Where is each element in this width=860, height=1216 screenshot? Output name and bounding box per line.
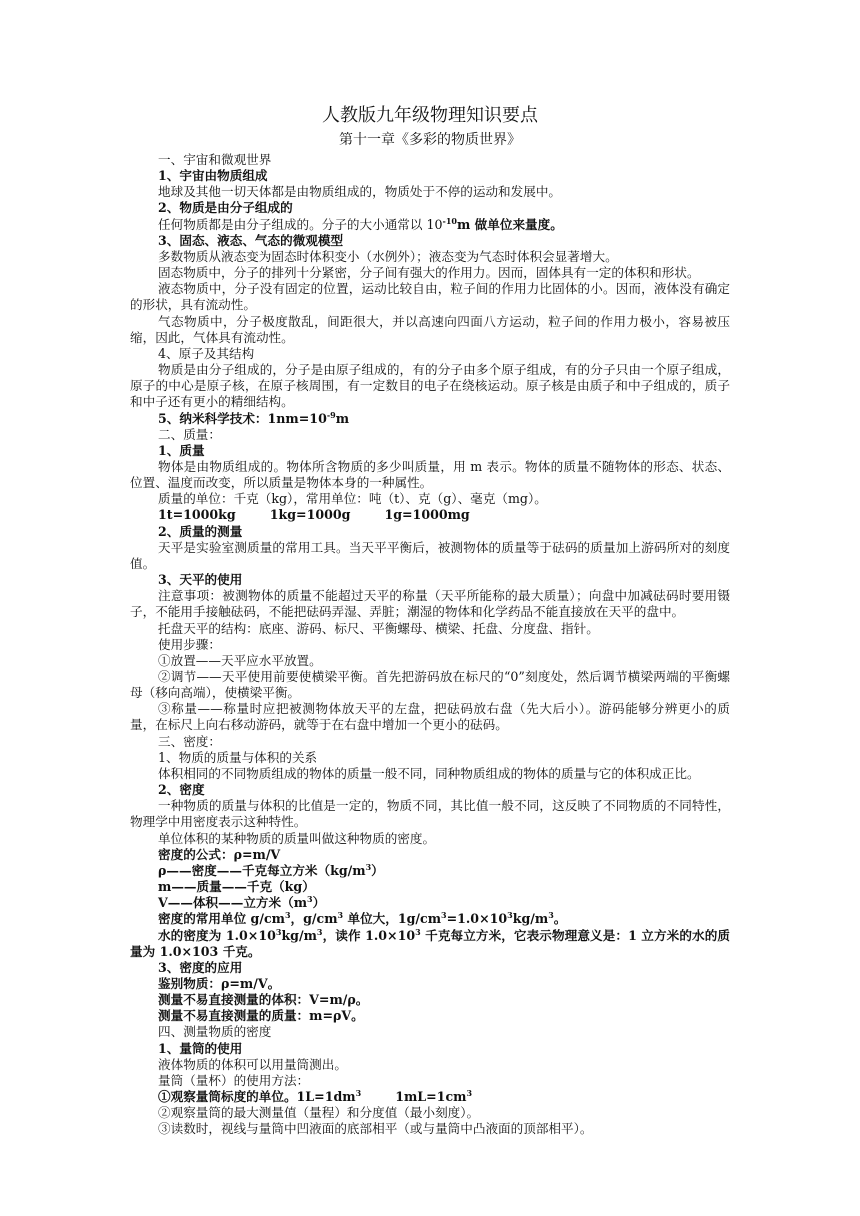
document-title: 人教版九年级物理知识要点: [322, 105, 538, 126]
subsection-heading: 3、固态、液态、气态的微观模型: [158, 232, 344, 248]
paragraph: 水的密度为 $1.0\times 10^3kg/m^3$，读作 $1.0\times 10^3$ 千克每立方米，它表示物理意义是：1 立方米的水的质量为 1.0×103 千克。: [130, 926, 730, 959]
paragraph: 测量不易直接测量的质量：m=ρV。: [158, 1008, 364, 1024]
subsection-heading: 2、密度: [158, 782, 205, 798]
paragraph: 体积相同的不同物质组成的物体的质量一般不同，同种物质组成的物体的质量与它的体积成正比。: [158, 765, 700, 781]
subsection-heading: 2、物质是由分子组成的: [158, 200, 293, 216]
subsection-heading: 4、原子及其结构: [158, 345, 255, 361]
paragraph: 质量的单位：千克（kg），常用单位：吨（t）、克（g）、毫克（mg）。: [158, 491, 547, 507]
paragraph: 托盘天平的结构：底座、游码、标尺、平衡螺母、横梁、托盘、分度盘、指针。: [158, 620, 599, 636]
subsection-heading: 1、宇宙由物质组成: [158, 168, 268, 184]
formula-line: 密度的常用单位 $g/cm^3$，$g/cm^3$ 单位大，$1g/cm^3=1.0\times 10^3kg/m^3$。: [158, 910, 567, 927]
paragraph: ①放置——天平应水平放置。: [158, 652, 322, 668]
chapter-subtitle: 第十一章《多彩的物质世界》: [339, 132, 521, 148]
formula-line: ρ——密度——千克每立方米$(kg/m^3)$: [158, 861, 384, 878]
paragraph: 单位体积的某种物质的质量叫做这种物质的密度。: [158, 830, 436, 846]
paragraph: 任何物质都是由分子组成的。分子的大小通常以 $10^{-10}m$ 做单位来量度。: [158, 215, 563, 232]
paragraph: ②调节——天平使用前要使横梁平衡。首先把游码放在标尺的“0”刻度处，然后调节横梁两端的平衡螺母（移向高端），使横梁平衡。: [130, 669, 730, 701]
subsection-heading: 3、天平的使用: [158, 572, 243, 588]
paragraph: 量筒（量杯）的使用方法：: [158, 1072, 310, 1088]
unit-conversions: 1t=1000kg 1kg=1000g 1g=1000mg: [158, 507, 470, 523]
section-heading: 三、密度：: [158, 733, 221, 749]
paragraph: 使用步骤：: [158, 636, 221, 652]
paragraph: 注意事项：被测物体的质量不能超过天平的称量（天平所能称的最大质量）；向盘中加减砝码时要用镊子，不能用手接触砝码，不能把砝码弄湿、弄脏；潮湿的物体和化学药品不能直接放在天平的盘中。: [130, 588, 730, 620]
paragraph: 多数物质从液态变为固态时体积变小（水例外）；液态变为气态时体积会显著增大。: [158, 248, 618, 264]
subsection-heading: 1、质量: [158, 442, 205, 458]
formula-line: 密度的公式：ρ=m/V: [158, 846, 281, 862]
paragraph: ③称量——称量时应把被测物体放天平的左盘，把砝码放右盘（先大后小）。游码能够分辨更小的质量，在标尺上向右移动游码，就等于在右盘中增加一个更小的砝码。: [130, 701, 730, 733]
section-heading: 二、质量：: [158, 426, 221, 442]
subsection-heading: 3、密度的应用: [158, 959, 243, 975]
paragraph: 地球及其他一切天体都是由物质组成的，物质处于不停的运动和发展中。: [158, 184, 561, 200]
subsection-heading: 5、纳米科学技术：$1nm=10^{-9}m$: [158, 409, 350, 426]
list-item: ②观察量筒的最大测量值（量程）和分度值（最小刻度）。: [158, 1105, 480, 1121]
paragraph: 固态物质中，分子的排列十分紧密，分子间有强大的作用力。因而，固体具有一定的体积和形状。: [158, 265, 700, 281]
paragraph: 测量不易直接测量的体积：V=m/ρ。: [158, 992, 369, 1008]
paragraph: 物质是由分子组成的，分子是由原子组成的，有的分子由多个原子组成，有的分子只由一个原子组成，原子的中心是原子核，在原子核周围，有一定数目的电子在绕核运动。原子核是由质子和中子组成的，质子和中子还有更小的精细结构。: [130, 362, 730, 410]
paragraph: 一种物质的质量与体积的比值是一定的，物质不同，其比值一般不同，这反映了不同物质的不同特性，物理学中用密度表示这种特性。: [130, 798, 730, 830]
document-page: [130, 104, 730, 1138]
formula-line: m——质量——千克（kg）: [158, 879, 315, 895]
section-heading: 四、测量物质的密度: [158, 1024, 272, 1040]
document-body: [130, 152, 730, 1138]
paragraph: 液态物质中，分子没有固定的位置，运动比较自由，粒子间的作用力比固体的小。因而，液体没有确定的形状，具有流动性。: [130, 281, 730, 313]
subsection-heading: 2、质量的测量: [158, 523, 243, 539]
paragraph: 天平是实验室测质量的常用工具。当天平平衡后，被测物体的质量等于砝码的质量加上游码所对的刻度值。: [130, 539, 730, 571]
paragraph: 物体是由物质组成的。物体所含物质的多少叫质量，用 m 表示。物体的质量不随物体的形态、状态、位置、温度而改变，所以质量是物体本身的一种属性。: [130, 458, 730, 491]
list-item: ①观察量筒标度的单位。$1L=1dm^3$ $1mL=1cm^3$: [158, 1087, 473, 1105]
paragraph: 气态物质中，分子极度散乱，间距很大，并以高速向四面八方运动，粒子间的作用力极小，容易被压缩，因此，气体具有流动性。: [130, 313, 730, 345]
paragraph: 液体物质的体积可以用量筒测出。: [158, 1056, 347, 1072]
paragraph: 鉴别物质：ρ=m/V。: [158, 975, 281, 991]
section-heading: 一、宇宙和微观世界: [158, 152, 272, 167]
list-item: ③读数时，视线与量筒中凹液面的底部相平（或与量筒中凸液面的顶部相平）。: [158, 1121, 593, 1137]
subsection-heading: 1、量筒的使用: [158, 1040, 243, 1056]
formula-line: V——体积——立方米$(m^3)$: [158, 894, 326, 911]
subsection-heading: 1、物质的质量与体积的关系: [158, 749, 318, 765]
